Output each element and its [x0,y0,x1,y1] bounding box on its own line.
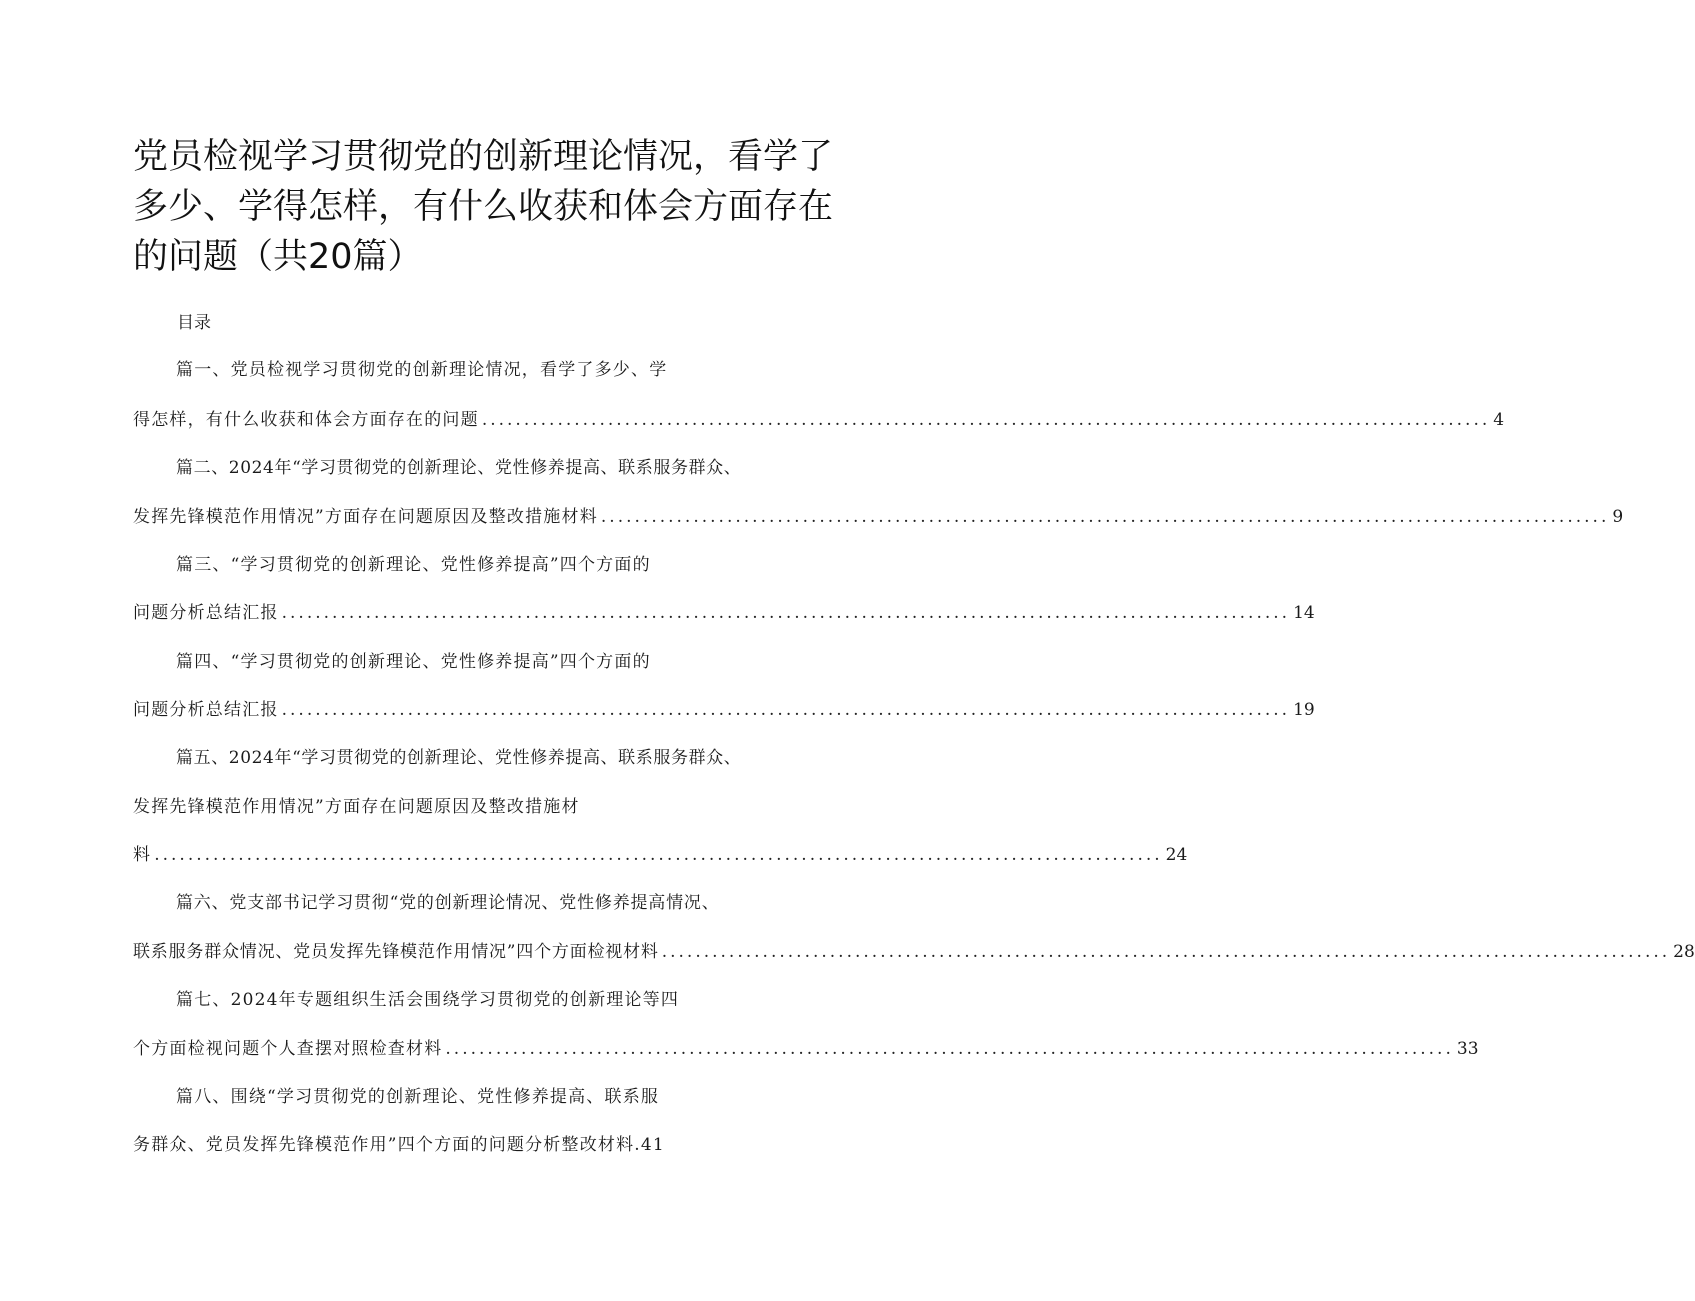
toc-entry-3-text: 问题分析总结汇报 [133,603,279,623]
toc-entry-5-page: 24 [1165,845,1188,865]
toc-entry-1-line-2[interactable] [133,408,1505,432]
toc-entry-4-line-2[interactable] [133,698,1315,722]
toc-entry-2-text: 发挥先锋模范作用情况”方面存在问题原因及整改措施材料 [133,507,598,527]
leader-dots: ........................................................................................................................ [600,507,1610,527]
leader-dots: ........................................................................................................................ [281,603,1291,623]
toc-entry-7-line-1[interactable]: 篇七、2024年专题组织生活会围绕学习贯彻党的创新理论等四 [176,990,680,1010]
toc-entry-8-page: .41 [634,1135,665,1155]
toc-entry-1-page: 4 [1493,410,1505,430]
toc-entry-4-page: 19 [1293,700,1315,720]
toc-entry-5-line-1[interactable]: 篇五、2024年“学习贯彻党的创新理论、党性修养提高、联系服务群众、 [176,748,742,768]
toc-entry-4-line-1[interactable]: 篇四、“学习贯彻党的创新理论、党性修养提高”四个方面的 [176,652,651,672]
leader-dots: ........................................................................................................................ [154,845,1163,865]
toc-heading: 目录 [177,313,211,333]
toc-entry-3-line-1[interactable]: 篇三、“学习贯彻党的创新理论、党性修养提高”四个方面的 [176,555,651,575]
toc-entry-6-text: 联系服务群众情况、党员发挥先锋模范作用情况”四个方面检视材料 [133,942,659,962]
toc-entry-2-line-1[interactable]: 篇二、2024年“学习贯彻党的创新理论、党性修养提高、联系服务群众、 [176,458,742,478]
toc-entry-5-line-3[interactable] [133,843,1188,867]
toc-entry-8-line-2[interactable] [133,1133,665,1157]
leader-dots: ........................................................................................................................ [281,700,1291,720]
document-title [133,132,833,282]
toc-entry-7-page: 33 [1456,1039,1479,1059]
toc-entry-6-line-1[interactable]: 篇六、党支部书记学习贯彻“党的创新理论情况、党性修养提高情况、 [176,893,720,913]
toc-entry-7-line-2[interactable] [133,1037,1479,1061]
toc-entry-6-line-2[interactable] [133,940,1695,964]
toc-entry-3-page: 14 [1293,603,1315,623]
toc-entry-5-line-2[interactable]: 发挥先锋模范作用情况”方面存在问题原因及整改措施材 [133,797,580,817]
toc-entry-2-line-2[interactable] [133,505,1624,529]
toc-entry-8-line-1[interactable]: 篇八、围绕“学习贯彻党的创新理论、党性修养提高、联系服 [176,1087,660,1107]
toc-entry-8-text: 务群众、党员发挥先锋模范作用”四个方面的问题分析整改材料 [133,1135,635,1155]
toc-entry-1-text: 得怎样，有什么收获和体会方面存在的问题 [133,410,479,430]
leader-dots: ........................................................................................................................ [661,942,1671,962]
toc-entry-2-page: 9 [1612,507,1624,527]
title-line-2: 多少、学得怎样，有什么收获和体会方面存在 [133,187,834,227]
toc-entry-7-text: 个方面检视问题个人查摆对照检查材料 [133,1039,443,1059]
toc-entry-3-line-2[interactable] [133,601,1315,625]
toc-entry-5-text: 料 [133,845,152,865]
title-line-1: 党员检视学习贯彻党的创新理论情况，看学了 [133,137,834,177]
toc-entry-6-page: 28 [1673,942,1695,962]
leader-dots: ........................................................................................................................ [481,410,1491,430]
toc-entry-4-text: 问题分析总结汇报 [133,700,279,720]
title-line-3: 的问题（共20篇） [133,237,423,277]
leader-dots: ........................................................................................................................ [445,1039,1454,1059]
toc-entry-1-line-1[interactable]: 篇一、党员检视学习贯彻党的创新理论情况，看学了多少、学 [176,360,668,380]
